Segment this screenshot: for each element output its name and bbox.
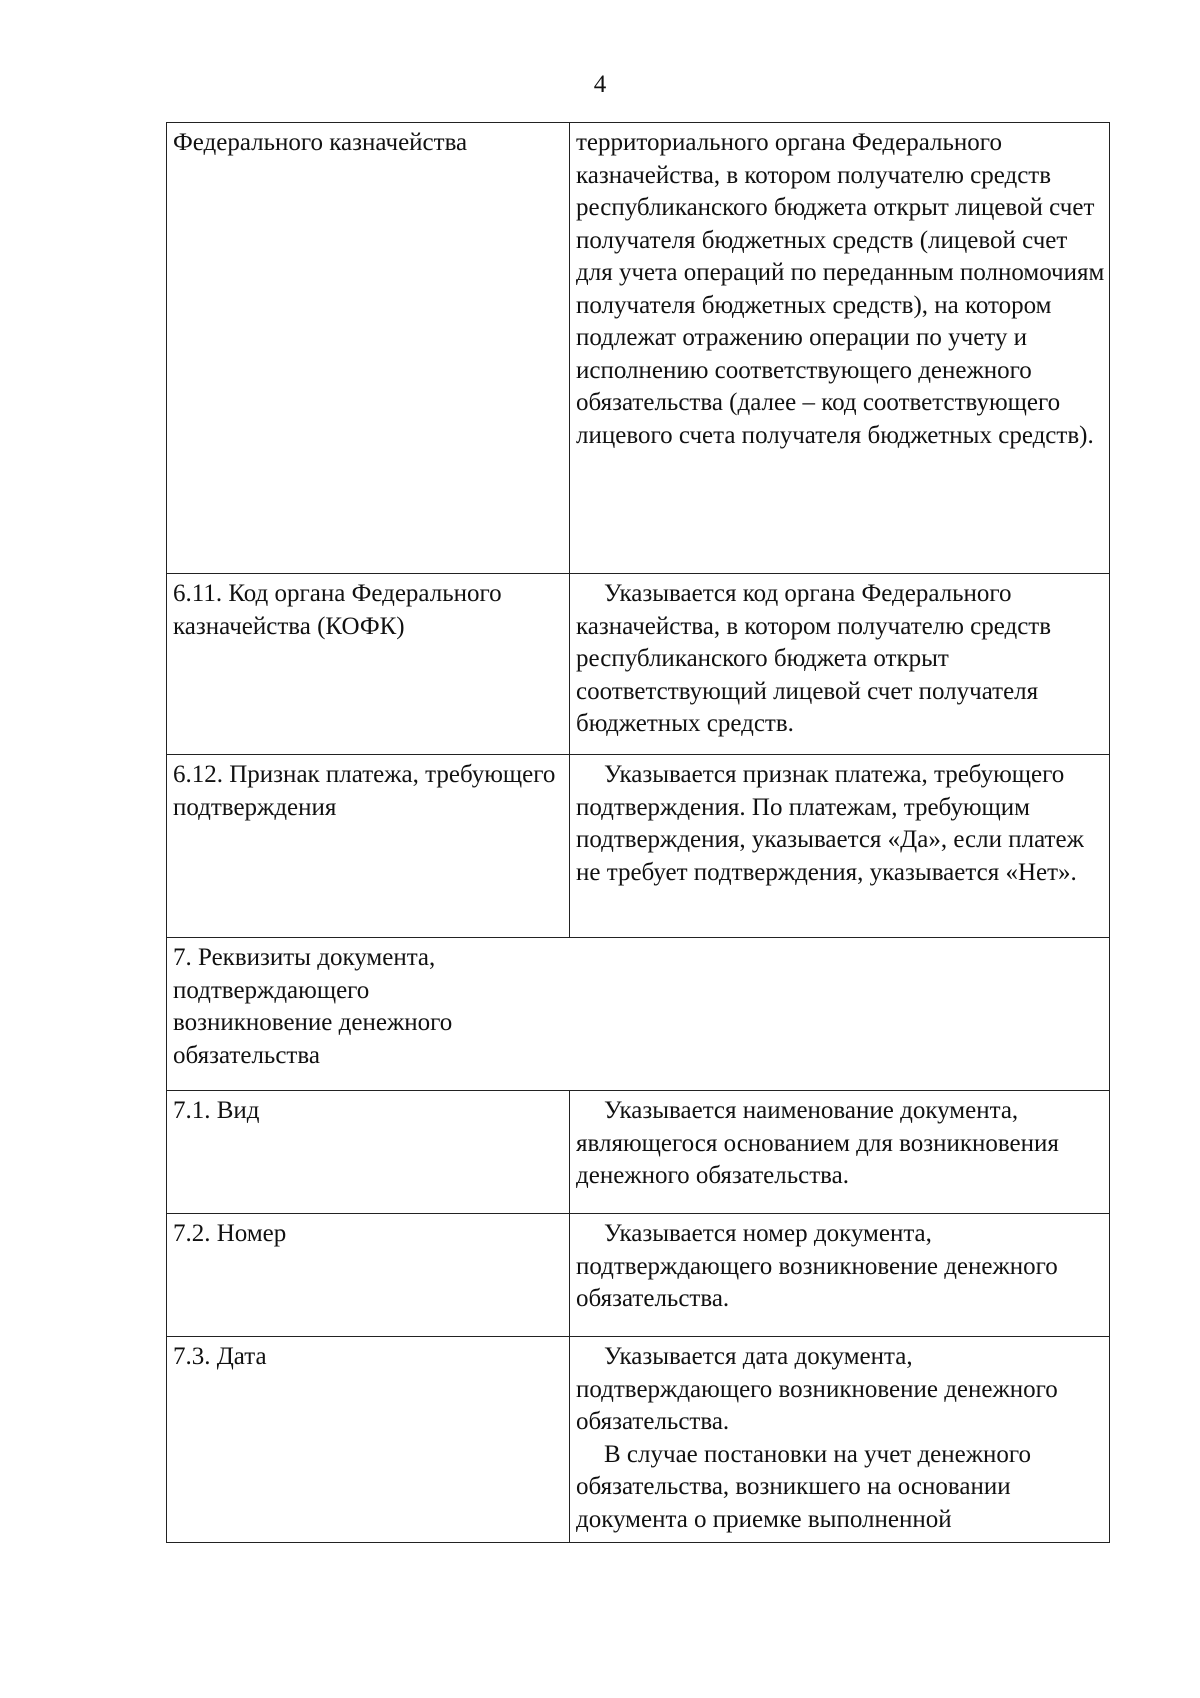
field-name-cell <box>167 1091 570 1214</box>
table-row <box>167 1337 1110 1543</box>
field-name: 7.2. Номер <box>173 1220 287 1247</box>
requisites-table <box>166 122 1110 1543</box>
table-row <box>167 755 1110 938</box>
field-description: территориального органа Федерального казначейства, в котором получателю средств республиканского бюджета открыт лицевой счет получателя бюджетных средств (лицевой счет для учета операций по переданным полномочиям получателя бюджетных средств), на котором подлежат отражению операции по учету и исполнению соответствующего денежного обязательства (далее – код соответствующего лицевого счета получателя бюджетных средств). <box>576 129 1105 449</box>
field-description: Указывается дата документа, подтверждающего возникновение денежного обязательства. <box>576 1343 1058 1435</box>
page-number: 4 <box>593 71 607 98</box>
field-name-cell <box>167 574 570 755</box>
field-name: 7.3. Дата <box>173 1343 267 1370</box>
field-description: Указывается номер документа, подтверждающего возникновение денежного обязательства. <box>576 1220 1058 1312</box>
table-row <box>167 123 1110 574</box>
field-name: 7.1. Вид <box>173 1097 260 1124</box>
field-description-cell <box>570 123 1110 574</box>
field-description-cell <box>570 574 1110 755</box>
field-description-cell <box>570 1214 1110 1337</box>
table-row <box>167 574 1110 755</box>
field-name: 6.12. Признак платежа, требующего подтверждения <box>173 761 556 821</box>
field-name: 6.11. Код органа Федерального казначейства (КОФК) <box>173 580 502 640</box>
field-description: Указывается наименование документа, являющегося основанием для возникновения денежного обязательства. <box>576 1097 1059 1189</box>
section-heading-cell <box>167 938 1110 1091</box>
field-description-continuation: В случае постановки на учет денежного обязательства, возникшего на основании документа о приемке выполненной <box>576 1440 1032 1533</box>
field-name-cell <box>167 123 570 574</box>
section-heading: 7. Реквизиты документа, подтверждающего возникновение денежного обязательства <box>173 944 453 1069</box>
field-description: Указывается код органа Федерального казначейства, в котором получателю средств республиканского бюджета открыт соответствующий лицевой счет получателя бюджетных средств. <box>576 580 1052 737</box>
field-name-cell <box>167 1337 570 1543</box>
table-row <box>167 1214 1110 1337</box>
field-name-cell <box>167 1214 570 1337</box>
field-description-cell <box>570 755 1110 938</box>
field-name: Федерального казначейства <box>173 129 468 156</box>
section-row <box>167 938 1110 1091</box>
table-row <box>167 1091 1110 1214</box>
field-description-cell <box>570 1337 1110 1543</box>
field-description: Указывается признак платежа, требующего подтверждения. По платежам, требующим подтверждения, указывается «Да», если платеж не требует подтверждения, указывается «Нет». <box>576 761 1084 886</box>
field-name-cell <box>167 755 570 938</box>
field-description-cell <box>570 1091 1110 1214</box>
